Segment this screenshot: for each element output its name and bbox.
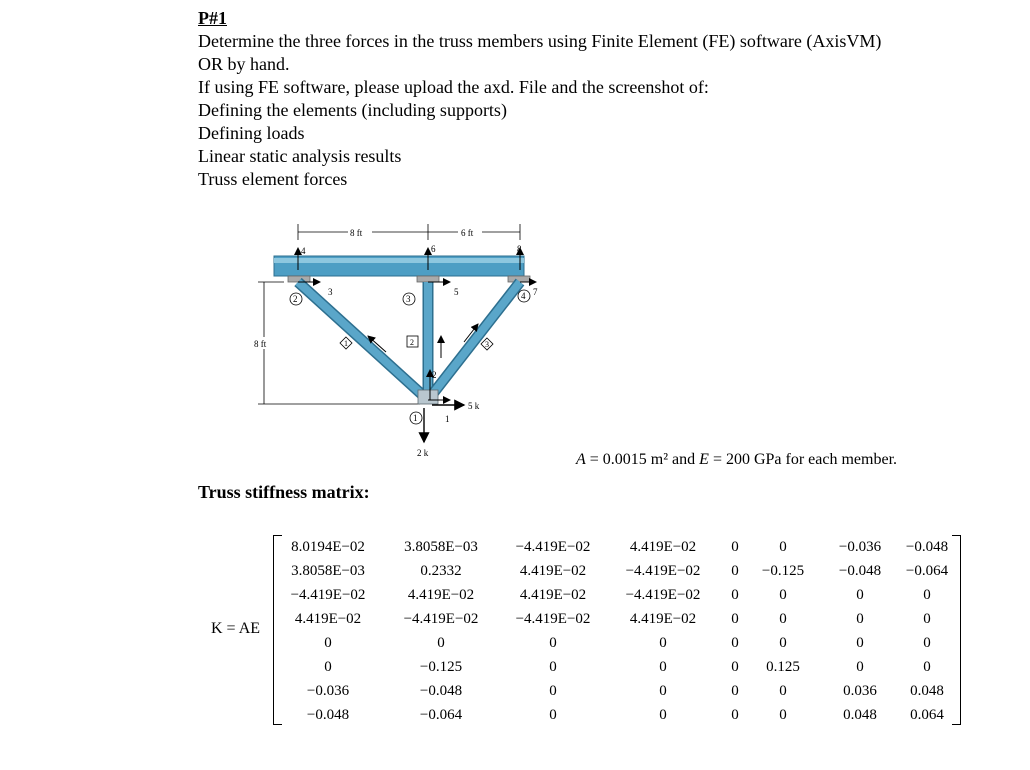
matrix-cell: 0 (731, 635, 739, 651)
matrix-cell: 0.2332 (420, 563, 462, 579)
matrix-cell: −0.064 (419, 707, 463, 723)
matrix-cell: 0 (549, 635, 557, 651)
matrix-cell: 0 (549, 683, 557, 699)
matrix-cell: 0 (731, 563, 739, 579)
matrix-cell: −4.419E−02 (515, 611, 591, 627)
matrix-cell: 0 (659, 659, 667, 675)
matrix-cell: 0 (437, 635, 445, 651)
matrix-cell: 0 (779, 587, 787, 603)
member-properties (576, 451, 897, 469)
matrix-cell: 0 (779, 707, 787, 723)
problem-line: Linear static analysis results (198, 146, 402, 166)
matrix-cell: 0 (731, 587, 739, 603)
matrix-cell: −0.036 (838, 539, 882, 555)
matrix-cell: 0 (731, 683, 739, 699)
matrix-cell: 4.419E−02 (629, 539, 697, 555)
load-horizontal-label: 5 k (468, 401, 480, 411)
matrix-cell: −4.419E−02 (625, 563, 701, 579)
matrix-cell: 3.8058E−03 (291, 563, 365, 579)
element-label: 1 (344, 339, 348, 348)
problem-line: Truss element forces (198, 169, 348, 189)
matrix-cell: 0 (324, 659, 332, 675)
dof-label: 4 (301, 246, 306, 256)
stiffness-matrix (273, 535, 961, 723)
matrix-cell: 0 (856, 611, 864, 627)
matrix-cell: 3.8058E−03 (404, 539, 478, 555)
element-label: 3 (485, 340, 489, 349)
problem-heading: P#1 (198, 8, 227, 28)
area-value: = 0.0015 m² and (585, 451, 700, 468)
modulus-value: = 200 GPa for each member. (708, 451, 898, 468)
matrix-cell: 0 (856, 659, 864, 675)
matrix-cell: −4.419E−02 (403, 611, 479, 627)
modulus-symbol: E (699, 451, 709, 468)
problem-line: Defining the elements (including supports) (198, 100, 507, 120)
node-label: 4 (521, 291, 526, 301)
matrix-cell: 0 (731, 539, 739, 555)
matrix-cell: 0 (659, 683, 667, 699)
matrix-cell: 0.064 (910, 707, 944, 723)
truss-figure (240, 218, 540, 468)
matrix-cell: 0 (324, 635, 332, 651)
problem-line: Determine the three forces in the truss members using Finite Element (FE) software (AxisVM) (198, 31, 882, 51)
matrix-cell: 0 (779, 683, 787, 699)
matrix-cell: 0 (549, 659, 557, 675)
dim-height-label: 8 ft (254, 339, 267, 349)
matrix-cell: 4.419E−02 (407, 587, 475, 603)
matrix-cell: −0.048 (905, 539, 949, 555)
node-label: 3 (406, 294, 411, 304)
dof-label: 8 (517, 244, 522, 254)
support-beam-highlight (274, 258, 524, 263)
matrix-cell: 0 (731, 707, 739, 723)
matrix-cell: 4.419E−02 (519, 587, 587, 603)
matrix-cell: 0.125 (766, 659, 800, 675)
dof-label: 1 (445, 414, 450, 424)
stiffness-label: K = AE (211, 620, 261, 637)
matrix-cell: 0 (856, 587, 864, 603)
matrix-cell: 0 (779, 611, 787, 627)
joint-plate (418, 390, 438, 404)
matrix-cell: −0.064 (905, 563, 949, 579)
dof-label: 5 (454, 287, 459, 297)
matrix-cell: −0.036 (306, 683, 350, 699)
matrix-cell: −4.419E−02 (515, 539, 591, 555)
area-symbol: A (576, 451, 586, 468)
matrix-cell: 0 (779, 539, 787, 555)
matrix-cell: −0.048 (838, 563, 882, 579)
dof-label: 2 (432, 370, 437, 380)
matrix-cell: −0.125 (419, 659, 463, 675)
matrix-cell: 4.419E−02 (519, 563, 587, 579)
matrix-cell: 4.419E−02 (294, 611, 362, 627)
matrix-cell: 0 (731, 659, 739, 675)
matrix-cell: 0 (923, 635, 931, 651)
problem-line: If using FE software, please upload the axd. File and the screenshot of: (198, 77, 709, 97)
matrix-cell: −4.419E−02 (290, 587, 366, 603)
load-vertical-label: 2 k (417, 448, 429, 458)
element-label: 2 (410, 338, 414, 347)
matrix-cell: 0 (923, 659, 931, 675)
matrix-cell: 0 (659, 635, 667, 651)
matrix-cell: 0 (549, 707, 557, 723)
matrix-cell: 0 (659, 707, 667, 723)
matrix-cell: −4.419E−02 (625, 587, 701, 603)
matrix-cell: 0 (779, 635, 787, 651)
matrix-cell: 0 (731, 611, 739, 627)
matrix-cell: −0.048 (419, 683, 463, 699)
matrix-cell: 0.048 (910, 683, 944, 699)
dof-label: 7 (533, 287, 538, 297)
member-3-fill (428, 282, 520, 400)
matrix-cell: 0 (856, 635, 864, 651)
matrix-cell: 0.048 (843, 707, 877, 723)
matrix-cell: 0 (923, 611, 931, 627)
node-label: 1 (413, 413, 418, 423)
dof-label: 3 (328, 287, 333, 297)
support-plate (508, 276, 530, 282)
dof-label: 6 (431, 244, 436, 254)
matrix-cell: −0.125 (761, 563, 805, 579)
problem-line: Defining loads (198, 123, 305, 143)
support-plate (417, 276, 439, 282)
matrix-cell: 0 (923, 587, 931, 603)
matrix-cell: 8.0194E−02 (291, 539, 365, 555)
stiffness-title: Truss stiffness matrix: (198, 482, 370, 502)
dim-right-label: 6 ft (461, 228, 474, 238)
dim-left-label: 8 ft (350, 228, 363, 238)
problem-line: OR by hand. (198, 54, 290, 74)
matrix-cell: −0.048 (306, 707, 350, 723)
node-label: 2 (293, 294, 298, 304)
matrix-cell: 4.419E−02 (629, 611, 697, 627)
matrix-cell: 0.036 (843, 683, 877, 699)
